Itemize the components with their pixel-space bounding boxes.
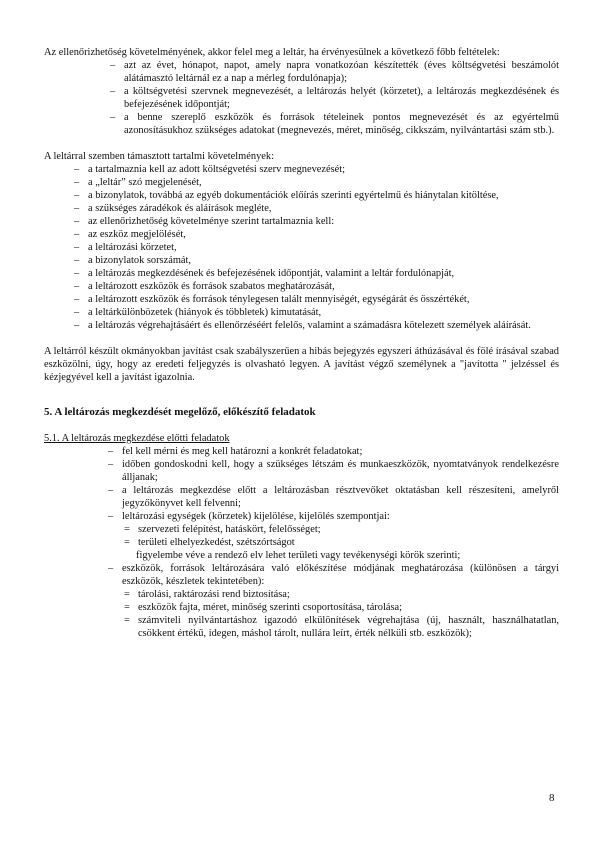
section-heading: 5. A leltározás megkezdését megelőző, előkészítő feladatok xyxy=(44,406,316,418)
requirement-item: – a leltározási körzetet, xyxy=(74,241,559,254)
spacer xyxy=(44,332,559,345)
requirement-item: – a tartalmaznia kell az adott költségvetési szerv megnevezését; xyxy=(74,163,559,176)
intro-list xyxy=(110,59,559,137)
requirement-item: – az ellenőrizhetőség követelménye szerint tartalmaznia kell: xyxy=(74,215,559,228)
task-text: a leltározás megkezdése előtt a leltározásban résztvevőket oktatásban kell részesíteni, amelyről jegyzőkönyvet kell felvenni; xyxy=(122,485,559,509)
task-item xyxy=(108,510,559,562)
requirement-item: – a bizonylatok, továbbá az egyéb dokumentációk előírás szerinti egyértelmű és hiánytalan kitöltése, xyxy=(74,189,559,202)
task-text: eszközök, források leltározására való előkészítése módjának meghatározása (különösen a tárgyi eszközök, készletek tekintetében): xyxy=(122,563,559,587)
requirement-item: – a leltározás megkezdésének és befejezésének időpontját, valamint a leltár fordulónapját, xyxy=(74,267,559,280)
page-content xyxy=(44,46,559,640)
requirement-item: – a leltározott eszközök és források ténylegesen talált mennyiségét, egységárát és összértékét, xyxy=(74,293,559,306)
task-list xyxy=(108,445,559,640)
task-item xyxy=(108,562,559,640)
task-sub-item: = területi elhelyezkedést, szétszórtságot xyxy=(124,536,559,549)
page-number: 8 xyxy=(549,792,555,804)
requirement-item: – a leltározás végrehajtásáért és ellenőrzéséért felelős, valamint a számadásra kötelezett személyek aláírását. xyxy=(74,319,559,332)
task-sub-item: = szervezeti felépítést, hatáskört, felelősséget; xyxy=(124,523,559,536)
spacer xyxy=(44,137,559,150)
task-item xyxy=(108,458,559,484)
task-sub-item: = számviteli nyilvántartáshoz igazodó elkülönítések végrehajtása (új, használt, használhatatlan, csökkent értékű, idegen, máshol tárolt, nullára leírt, érték nélküli stb. eszközök); xyxy=(124,614,559,640)
requirements-paragraph: A leltárral szemben támasztott tartalmi követelmények: xyxy=(44,151,274,162)
correction-paragraph: A leltárról készült okmányokban javítást csak szabályszerűen a hibás bejegyzés egyszeri áthúzásával és fölé írásával szabad eszközölni, úgy, hogy az eredeti feljegyzés is olvasható legyen. A javítást végző személynek a "javította " jelzéssel és kézjegyével kell a javítást igazolnia. xyxy=(44,346,559,383)
task-sub-note: figyelembe véve a rendező elv lehet területi vagy tevékenységi körök szerinti; xyxy=(136,550,461,561)
intro-item: – a költségvetési szervnek megnevezését, a leltározás helyét (körzetet), a leltározás megkezdésének és befejezésének időpontját; xyxy=(110,85,559,111)
intro-item: – azt az évet, hónapot, napot, amely napra vonatkozóan készítették (éves költségvetési beszámolót alátámasztó leltárnál ez a nap a mérleg fordulónapja); xyxy=(110,59,559,85)
requirement-item: – a szükséges záradékok és aláírások megléte, xyxy=(74,202,559,215)
intro-item: – a benne szereplő eszközök és források tételeinek pontos megnevezését és az egyértelmű azonosításukhoz szükséges adatokat (megnevezés, méret, minőség, cikkszám, nyilvántartási szám stb.). xyxy=(110,111,559,137)
requirement-item: – a bizonylatok sorszámát, xyxy=(74,254,559,267)
task-sub-item: = eszközök fajta, méret, minőség szerinti csoportosítása, tárolása; xyxy=(124,601,559,614)
task-text: időben gondoskodni kell, hogy a szükséges létszám és munkaeszközök, nyomtatványok rendelkezésre álljanak; xyxy=(122,459,559,483)
task-sub-list xyxy=(124,588,559,640)
requirement-item: – a leltározott eszközök és források szabatos meghatározását, xyxy=(74,280,559,293)
task-item xyxy=(108,445,559,458)
task-sub-item: = tárolási, raktározási rend biztosítása; xyxy=(124,588,559,601)
requirement-item: – a leltárkülönbözetek (hiányok és többletek) kimutatását, xyxy=(74,306,559,319)
task-item xyxy=(108,484,559,510)
task-text: leltározási egységek (körzetek) kijelölése, kijelölés szempontjai: xyxy=(122,511,390,522)
task-text: fel kell mérni és meg kell határozni a konkrét feladatokat; xyxy=(122,446,363,457)
requirement-item: – a „leltár” szó megjelenését, xyxy=(74,176,559,189)
subsection-heading: 5.1. A leltározás megkezdése előtti feladatok xyxy=(44,433,230,444)
requirements-list xyxy=(74,163,559,332)
requirement-item: – az eszköz megjelölését, xyxy=(74,228,559,241)
intro-paragraph: Az ellenőrizhetőség követelményének, akkor felel meg a leltár, ha érvényesülnek a következő főbb feltételek: xyxy=(44,47,500,58)
task-sub-list xyxy=(124,523,559,549)
